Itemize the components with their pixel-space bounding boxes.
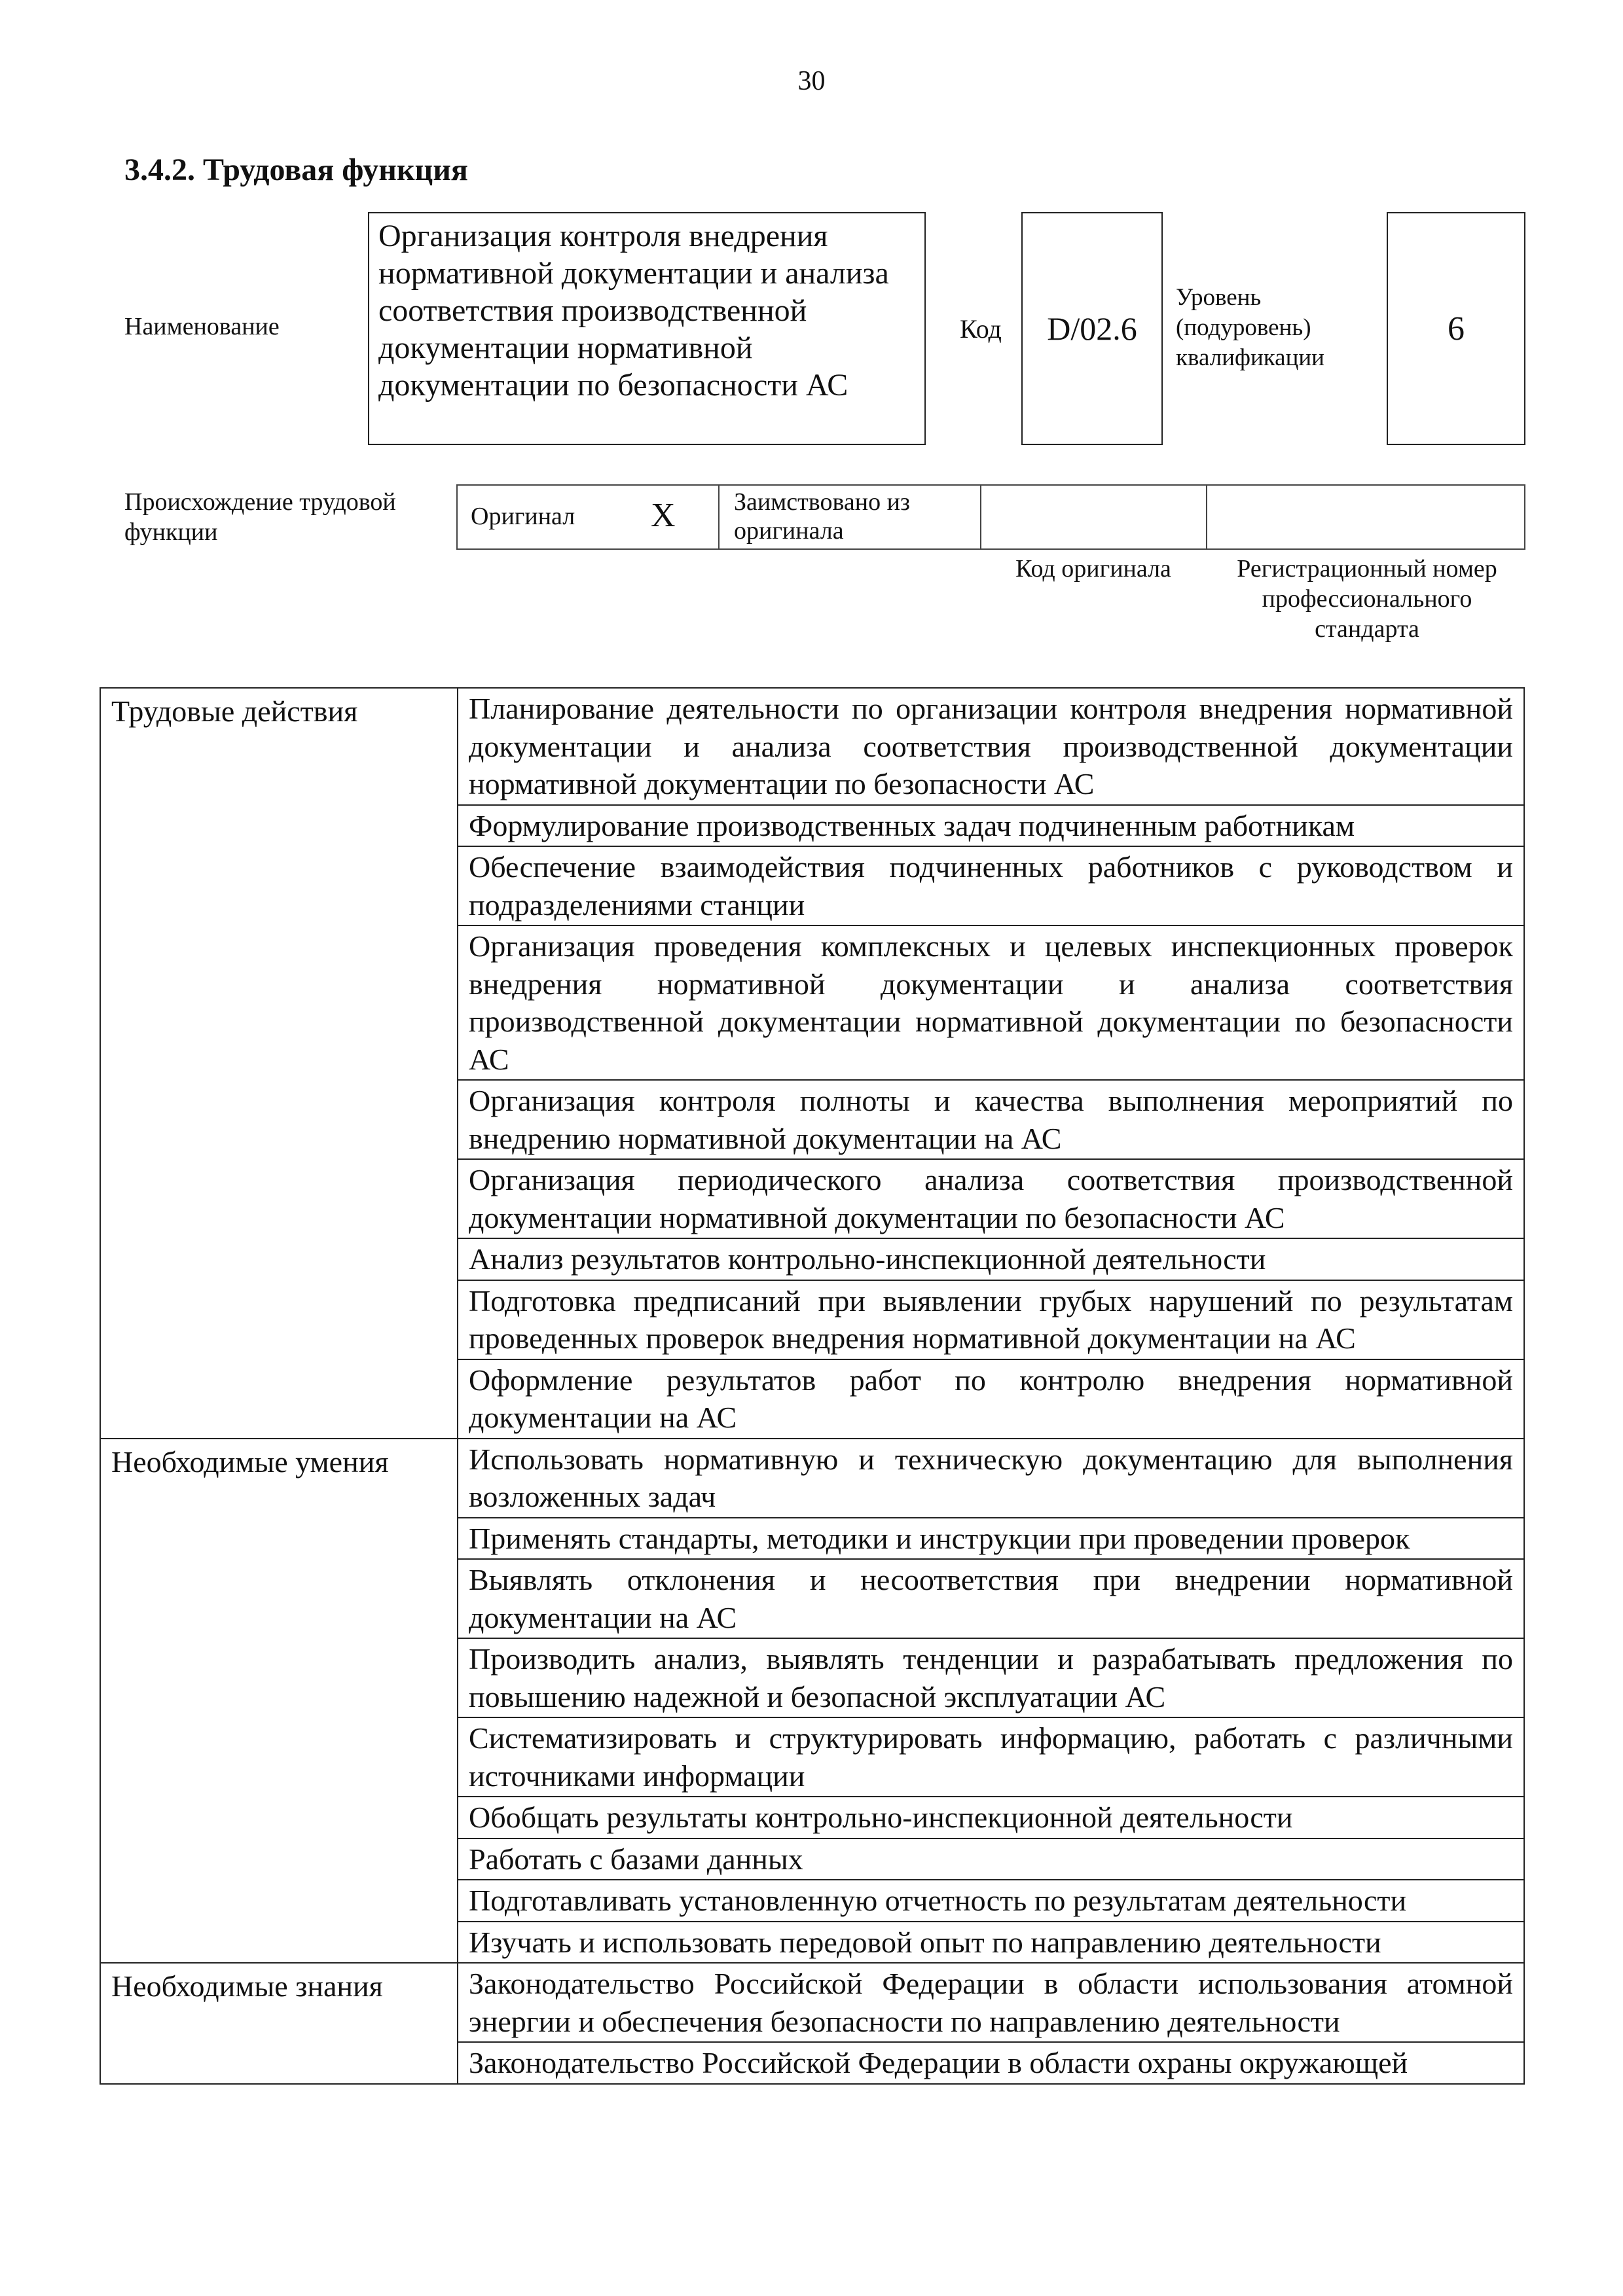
section-item: Производить анализ, выявлять тенденции и разрабатывать предложения по повышению надежной и безопасной эксплуатации АС	[458, 1638, 1524, 1717]
borrowed-cell	[720, 486, 981, 548]
function-name: Организация контроля внедрения нормативной документации и анализа соответствия производственной документации нормативной документации по безопасности АС	[378, 219, 889, 403]
table-row	[100, 1963, 1524, 2042]
origin-label: Происхождение трудовой функции	[124, 488, 396, 546]
section-item: Законодательство Российской Федерации в области использования атомной энергии и обеспечения безопасности по направлению деятельности	[458, 1963, 1524, 2042]
section-item: Изучать и использовать передовой опыт по направлению деятельности	[458, 1922, 1524, 1964]
reg-number-cell	[1207, 486, 1524, 548]
section-item: Анализ результатов контрольно-инспекционной деятельности	[458, 1238, 1524, 1280]
section-item: Организация периодического анализа соответствия производственной документации нормативной документации по безопасности АС	[458, 1159, 1524, 1238]
level-label: Уровень (подуровень) квалификации	[1176, 284, 1324, 371]
section-category: Трудовые действия	[100, 688, 458, 1439]
section-item: Обеспечение взаимодействия подчиненных работников с руководством и подразделениями станции	[458, 846, 1524, 925]
section-item: Планирование деятельности по организации контроля внедрения нормативной документации и анализа соответствия производственной документации нормативной документации по безопасности АС	[458, 688, 1524, 805]
section-item: Подготавливать установленную отчетность по результатам деятельности	[458, 1880, 1524, 1922]
page-number: 30	[797, 66, 826, 96]
section-item: Законодательство Российской Федерации в области охраны окружающей	[458, 2042, 1524, 2084]
code-label: Код	[960, 314, 1002, 344]
original-code-cell	[981, 486, 1207, 548]
level-value: 6	[1448, 310, 1465, 348]
origin-row	[456, 484, 1525, 550]
section-category: Необходимые умения	[100, 1439, 458, 1964]
original-label: Оригинал	[471, 503, 575, 530]
section-item: Организация проведения комплексных и целевых инспекционных проверок внедрения нормативной документации и анализа соответствия производственной документации нормативной документации по безопасности АС	[458, 925, 1524, 1080]
section-item: Формулирование производственных задач подчиненным работникам	[458, 805, 1524, 847]
table-row	[100, 1439, 1524, 1518]
function-details-table	[100, 687, 1525, 2085]
reg-number-caption: Регистрационный номер профессионального стандарта	[1237, 555, 1497, 643]
table-row	[100, 688, 1524, 805]
section-category: Необходимые знания	[100, 1963, 458, 2084]
section-item: Использовать нормативную и техническую документацию для выполнения возложенных задач	[458, 1439, 1524, 1518]
section-item: Подготовка предписаний при выявлении грубых нарушений по результатам проведенных проверок внедрения нормативной документации на АС	[458, 1280, 1524, 1359]
section-item: Применять стандарты, методики и инструкции при проведении проверок	[458, 1518, 1524, 1560]
borrowed-label: Заимствовано из оригинала	[734, 488, 910, 545]
section-item: Оформление результатов работ по контролю внедрения нормативной документации на АС	[458, 1359, 1524, 1439]
section-item: Систематизировать и структурировать информацию, работать с различными источниками информации	[458, 1717, 1524, 1797]
original-code-caption: Код оригинала	[1015, 555, 1171, 583]
function-name-box	[368, 212, 926, 445]
section-title: 3.4.2. Трудовая функция	[124, 152, 468, 187]
name-label: Наименование	[124, 313, 280, 340]
code-box	[1021, 212, 1163, 445]
section-item: Организация контроля полноты и качества выполнения мероприятий по внедрению нормативной документации на АС	[458, 1080, 1524, 1159]
section-item: Обобщать результаты контрольно-инспекционной деятельности	[458, 1797, 1524, 1839]
original-cell	[458, 486, 720, 548]
section-item: Выявлять отклонения и несоответствия при внедрении нормативной документации на АС	[458, 1559, 1524, 1638]
original-mark: X	[651, 497, 676, 534]
level-box	[1387, 212, 1525, 445]
code-value: D/02.6	[1047, 310, 1137, 347]
section-item: Работать с базами данных	[458, 1839, 1524, 1880]
